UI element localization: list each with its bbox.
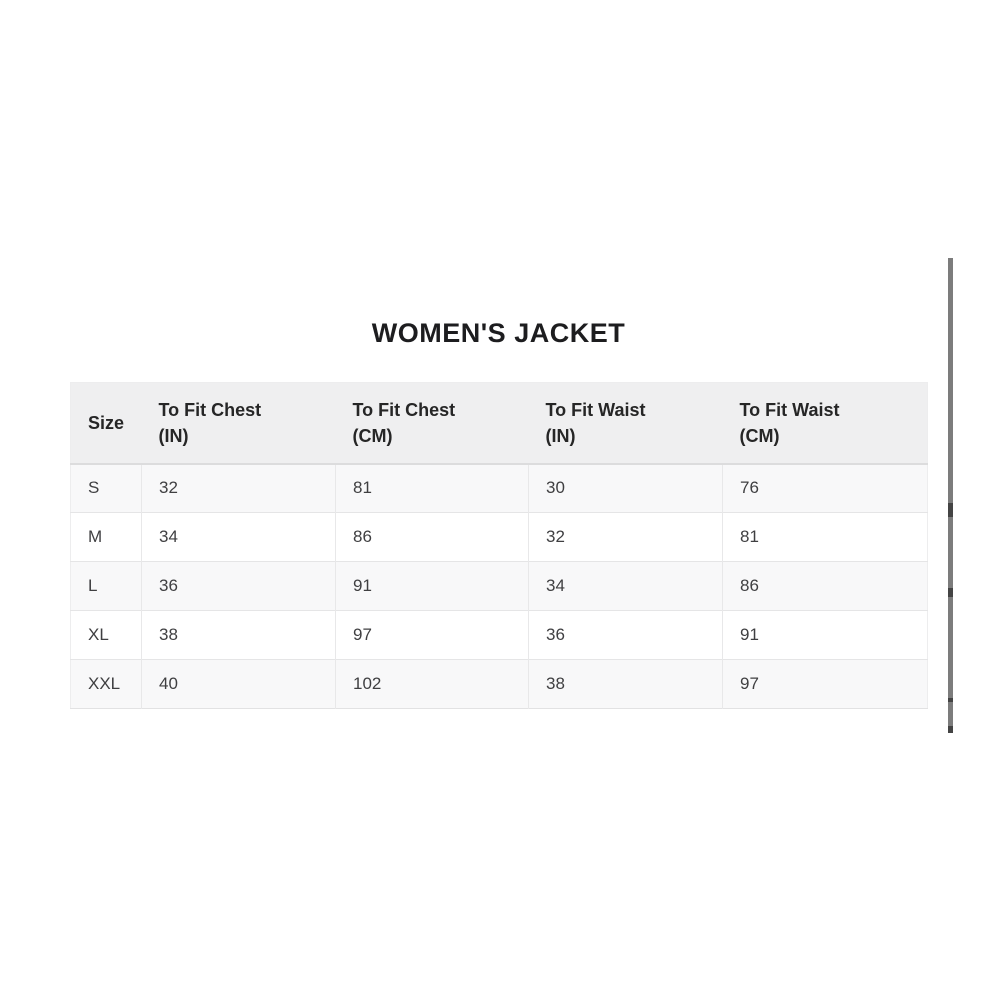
column-header-label: To Fit Chest (352, 399, 456, 420)
scrollbar-mark (948, 503, 953, 517)
page-title: WOMEN'S JACKET (371, 318, 626, 348)
column-header-size (71, 383, 142, 464)
value-cell: 34 (529, 562, 723, 611)
value-cell: 91 (336, 562, 529, 611)
size-cell: XL (71, 611, 142, 660)
column-header-chest-in (142, 383, 336, 464)
value-cell: 38 (142, 611, 336, 660)
column-header-unit: (IN) (158, 425, 189, 446)
column-header-waist-cm (723, 383, 928, 464)
value-cell: 40 (142, 660, 336, 709)
value-cell: 36 (529, 611, 723, 660)
window-edge-scrollbar[interactable] (948, 258, 953, 733)
size-cell: M (71, 513, 142, 562)
table-row (71, 562, 928, 611)
column-header-unit: (CM) (739, 425, 780, 446)
scrollbar-mark (948, 726, 953, 733)
column-header-unit: (IN) (545, 425, 576, 446)
value-cell: 91 (723, 611, 928, 660)
value-cell: 36 (142, 562, 336, 611)
table-row (71, 464, 928, 513)
value-cell: 76 (723, 464, 928, 513)
value-cell: 34 (142, 513, 336, 562)
value-cell: 32 (529, 513, 723, 562)
column-header-label: To Fit Waist (739, 399, 840, 420)
size-cell: XXL (71, 660, 142, 709)
value-cell: 102 (336, 660, 529, 709)
size-chart-container (70, 382, 927, 709)
column-header-unit: (CM) (352, 425, 393, 446)
table-header-row (71, 383, 928, 464)
table-row (71, 611, 928, 660)
column-header-chest-cm (336, 383, 529, 464)
value-cell: 32 (142, 464, 336, 513)
size-cell: S (71, 464, 142, 513)
value-cell: 81 (723, 513, 928, 562)
value-cell: 30 (529, 464, 723, 513)
scrollbar-mark (948, 588, 953, 597)
value-cell: 38 (529, 660, 723, 709)
value-cell: 86 (723, 562, 928, 611)
size-cell: L (71, 562, 142, 611)
column-header-waist-in (529, 383, 723, 464)
size-chart-table (70, 382, 928, 709)
column-header-label: To Fit Chest (158, 399, 262, 420)
scrollbar-mark (948, 698, 953, 702)
column-header-label: Size (88, 412, 125, 433)
table-row (71, 660, 928, 709)
column-header-label: To Fit Waist (545, 399, 646, 420)
value-cell: 97 (723, 660, 928, 709)
value-cell: 97 (336, 611, 529, 660)
value-cell: 86 (336, 513, 529, 562)
table-row (71, 513, 928, 562)
value-cell: 81 (336, 464, 529, 513)
